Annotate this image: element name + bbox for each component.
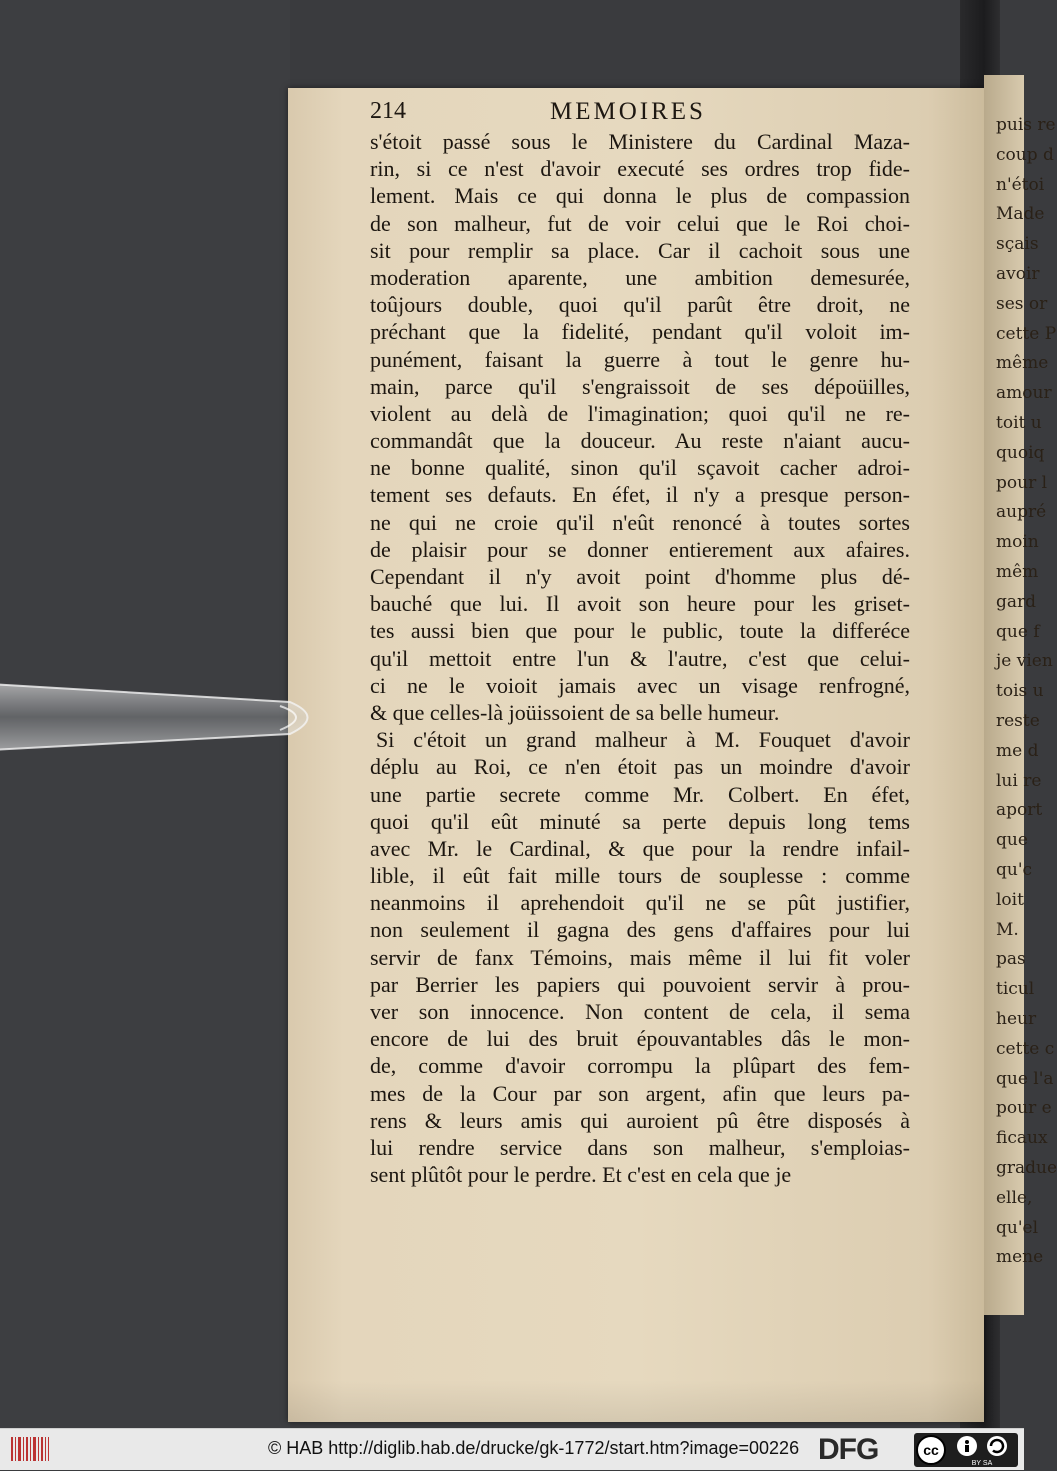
text-line: préchant que la fidelité, pendant qu'il voloit im- bbox=[370, 319, 910, 345]
facing-page-fragment: elle, bbox=[996, 1187, 1033, 1208]
text-line: ver son innocence. Non content de cela, il sema bbox=[370, 999, 910, 1024]
facing-page-fragment: mene bbox=[996, 1247, 1044, 1268]
text-line: de, comme d'avoir corrompu la plûpart des fem- bbox=[370, 1053, 910, 1079]
text-line: violent au delà de l'imagination; quoi qu'il ne re- bbox=[370, 400, 910, 426]
facing-page-fragment: moin bbox=[996, 532, 1039, 553]
running-title: MEMOIRES bbox=[550, 98, 706, 125]
facing-page-fragment: que l'a bbox=[996, 1068, 1054, 1089]
facing-page-fragment: cette P bbox=[996, 323, 1057, 344]
facing-page-fragment: que bbox=[996, 830, 1028, 851]
facing-page-fragment: même bbox=[996, 353, 1049, 374]
facing-page-fragment: coup d bbox=[996, 144, 1054, 165]
text-line: punément, faisant la guerre à tout le genre hu- bbox=[370, 346, 910, 372]
text-line: servir de fanx Témoins, mais même il lui fit voler bbox=[370, 944, 910, 970]
facing-page-fragment: je vien bbox=[996, 651, 1053, 672]
facing-page-fragment: me d bbox=[996, 740, 1039, 761]
facing-page-fragment: lui re bbox=[996, 770, 1042, 791]
barcode-icon bbox=[10, 1435, 50, 1463]
facing-page-fragment: ses or bbox=[996, 293, 1048, 314]
text-line: lui rendre service dans son malheur, s'emploias- bbox=[370, 1134, 910, 1160]
text-line: sit pour remplir sa place. Car il cachoit sous une bbox=[370, 237, 910, 263]
text-line: Si c'étoit un grand malheur à M. Fouquet d'avoir bbox=[376, 727, 910, 753]
facing-page-fragment: mêm bbox=[996, 562, 1039, 582]
facing-page-fragment: heur bbox=[996, 1009, 1037, 1029]
citation-link[interactable]: © HAB http://diglib.hab.de/drucke/gk-1772/start.htm?image=00226 bbox=[268, 1438, 800, 1458]
text-line: tement ses defauts. En éfet, il n'y a presque person- bbox=[370, 482, 910, 508]
facing-page-fragment: toit u bbox=[996, 413, 1042, 433]
text-line: lible, il eût fait mille tours de souplesse : comme bbox=[370, 863, 910, 889]
text-line: déplu au Roi, ce n'en étoit pas un moindre d'avoir bbox=[370, 754, 910, 780]
text-line: ci ne le voioit jamais avec un visage renfrogné, bbox=[370, 672, 910, 698]
text-line: quoi qu'il eût minuté sa perte depuis long tems bbox=[370, 808, 910, 834]
page-shadow bbox=[288, 1380, 984, 1422]
text-line: mes de la Cour par son argent, afin que leurs pa- bbox=[370, 1080, 910, 1106]
text-line: lement. Mais ce qui donna le plus de compassion bbox=[370, 183, 910, 209]
text-line: commandât que la douceur. Au reste n'aiant aucu- bbox=[370, 428, 910, 454]
facing-page-fragment: que f bbox=[996, 621, 1040, 642]
facing-page-fragment: loit bbox=[996, 889, 1024, 910]
facing-page-fragment: M. bbox=[996, 919, 1019, 940]
text-line: Cependant il n'y avoit point d'homme plus dé- bbox=[370, 564, 910, 589]
facing-page-fragment: aport bbox=[996, 800, 1043, 821]
facing-page-fragment: pour l bbox=[996, 472, 1048, 493]
facing-page-fragment: sçais bbox=[996, 234, 1039, 255]
facing-page-fragment: ticul bbox=[996, 979, 1035, 1000]
text-line: main, parce qu'il s'engraissoit de ses dépoüilles, bbox=[370, 373, 910, 399]
text-line: neanmoins il aprehendoit qu'il ne se pût justifier, bbox=[370, 890, 910, 916]
text-line: ne qui ne croie qu'il n'eût renoncé à toutes sortes bbox=[370, 509, 910, 535]
text-line: qu'il mettoit entre l'un & l'autre, c'est que celui- bbox=[370, 645, 910, 671]
text-line: encore de lui des bruit épouvantables dâs le mon- bbox=[370, 1026, 910, 1052]
text-line: non seulement il gagna des gens d'affaires pour lui bbox=[370, 917, 910, 943]
facing-page-fragment: Made bbox=[996, 204, 1045, 225]
facing-page-fragment: avoir bbox=[996, 264, 1040, 284]
svg-text:BY SA: BY SA bbox=[971, 1460, 993, 1467]
facing-page-fragment: ficaux bbox=[996, 1128, 1048, 1149]
facing-page-fragment: puis re bbox=[996, 115, 1056, 135]
text-line: rens & leurs amis qui auroient pû être disposés à bbox=[370, 1107, 910, 1133]
text-line: bauché que lui. Il avoit son heure pour les griset- bbox=[370, 591, 910, 617]
text-line: sent plûtôt pour le perdre. Et c'est en cela que je bbox=[370, 1162, 792, 1188]
text-line: de son malheur, fut de voir celui que le Roi choi- bbox=[370, 210, 910, 236]
facing-page-fragment: aupré bbox=[996, 502, 1047, 523]
facing-page-fragment: reste bbox=[996, 711, 1040, 731]
text-line: s'étoit passé sous le Ministere du Cardinal Maza- bbox=[370, 129, 910, 154]
text-line: moderation aparente, une ambition demesurée, bbox=[370, 264, 910, 290]
license-icons bbox=[914, 1433, 1018, 1467]
plastic-bookmark-clip bbox=[0, 682, 330, 752]
text-line: rin, si ce n'est d'avoir executé ses ordres trop fide- bbox=[370, 156, 910, 182]
text-line: toûjours double, quoi qu'il parût être droit, ne bbox=[370, 292, 910, 318]
facing-page-fragment: quoiq bbox=[996, 442, 1045, 463]
dfg-logo: DFG bbox=[818, 1433, 879, 1466]
text-line: tes aussi bien que pour le public, toute la differéce bbox=[370, 618, 910, 644]
text-line: avec Mr. le Cardinal, & que pour la rendre infail- bbox=[370, 835, 910, 861]
text-line: & que celles-là joüissoient de sa belle humeur. bbox=[370, 699, 780, 725]
facing-page-fragment: pour e bbox=[996, 1098, 1052, 1119]
facing-page-fragment: gradue bbox=[996, 1158, 1057, 1178]
facing-page-fragment: pas bbox=[996, 949, 1026, 970]
facing-page-fragment: tois u bbox=[996, 681, 1044, 702]
facing-page-fragment: cette c bbox=[996, 1038, 1055, 1059]
body-text bbox=[370, 128, 910, 1188]
text-line: une partie secrete comme Mr. Colbert. En éfet, bbox=[370, 781, 910, 807]
facing-page-fragment: amour bbox=[996, 383, 1052, 404]
text-line: par Berrier les papiers qui pouvoient servir à prou- bbox=[370, 971, 910, 997]
facing-page-fragment: gard bbox=[996, 591, 1037, 612]
facing-page-fragment: qu'c bbox=[996, 860, 1033, 880]
facing-page-fragment: n'étoi bbox=[996, 174, 1045, 195]
page-number: 214 bbox=[370, 98, 406, 124]
svg-text:cc: cc bbox=[923, 1442, 939, 1458]
facing-page bbox=[984, 75, 1057, 1315]
cc-by-sa-icon[interactable] bbox=[914, 1433, 1018, 1467]
footer-bar bbox=[0, 1428, 1024, 1470]
facing-page-fragment: qu'el bbox=[996, 1217, 1039, 1238]
page-header bbox=[370, 98, 910, 130]
text-line: de plaisir pour se donner entierement aux afaires. bbox=[370, 536, 910, 562]
text-line: ne bonne qualité, sinon qu'il sçavoit cacher adroi- bbox=[370, 455, 910, 481]
